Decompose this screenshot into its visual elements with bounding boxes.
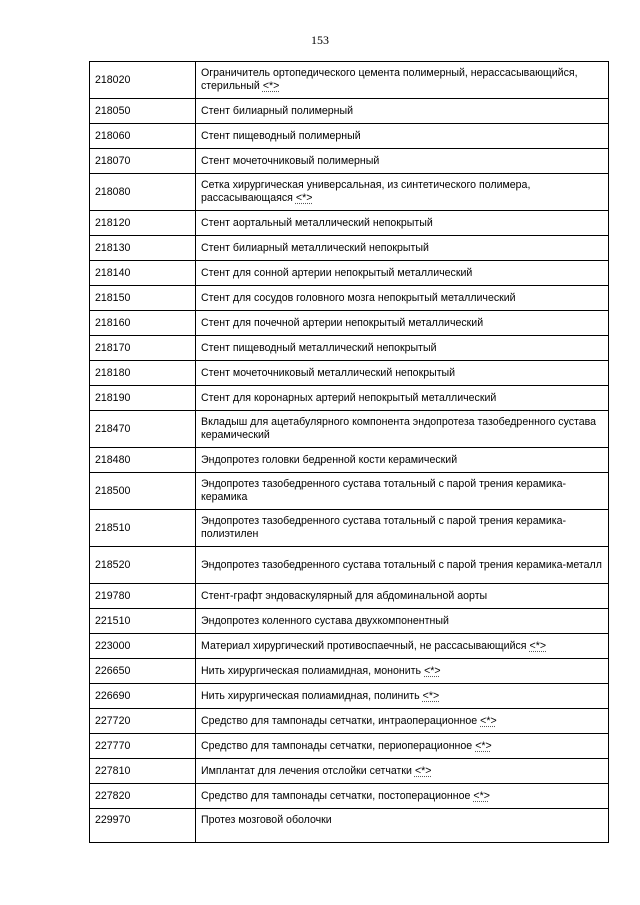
- device-name: Стент для коронарных артерий непокрытый металлический: [201, 391, 497, 404]
- code-cell: 218060: [90, 124, 196, 149]
- device-name: Эндопротез коленного сустава двухкомпонентный: [201, 614, 449, 627]
- device-name: Стент пищеводный полимерный: [201, 129, 361, 142]
- table-row: [90, 336, 609, 361]
- device-name: Стент для сонной артерии непокрытый металлический: [201, 266, 473, 279]
- footnote-link[interactable]: <*>: [422, 689, 440, 702]
- table-row: [90, 174, 609, 211]
- table-row: [90, 311, 609, 336]
- table-row: [90, 261, 609, 286]
- name-cell: [196, 473, 609, 510]
- name-cell: [196, 634, 609, 659]
- device-name: Стент мочеточниковый полимерный: [201, 154, 380, 167]
- table-row: [90, 609, 609, 634]
- name-cell: [196, 448, 609, 473]
- name-cell: [196, 510, 609, 547]
- name-cell: [196, 286, 609, 311]
- device-name: Нить хирургическая полиамидная, полинить: [201, 689, 420, 702]
- table-row: [90, 759, 609, 784]
- device-name: Имплантат для лечения отслойки сетчатки: [201, 764, 412, 777]
- device-name: Вкладыш для ацетабулярного компонента эндопротеза тазобедренного сустава керамический: [201, 416, 597, 441]
- footnote-link[interactable]: <*>: [473, 789, 490, 802]
- table-row: [90, 784, 609, 809]
- device-code-table: [89, 61, 609, 843]
- device-name: Стент аортальный металлический непокрытый: [201, 216, 433, 229]
- name-cell: [196, 547, 609, 584]
- device-name: Эндопротез тазобедренного сустава тотальный с парой трения керамика-керамика: [201, 478, 567, 503]
- footnote-link[interactable]: <*>: [475, 739, 492, 752]
- name-cell: [196, 236, 609, 261]
- code-cell: 227720: [90, 709, 196, 734]
- code-cell: 218140: [90, 261, 196, 286]
- name-cell: [196, 99, 609, 124]
- name-cell: [196, 609, 609, 634]
- table-row: [90, 411, 609, 448]
- table-row: [90, 473, 609, 510]
- table-row: [90, 211, 609, 236]
- code-cell: 218080: [90, 174, 196, 211]
- name-cell: [196, 361, 609, 386]
- device-name: Стент для почечной артерии непокрытый металлический: [201, 316, 484, 329]
- table-row: [90, 734, 609, 759]
- name-cell: [196, 809, 609, 843]
- name-cell: [196, 261, 609, 286]
- code-cell: 218480: [90, 448, 196, 473]
- table-row: [90, 809, 609, 843]
- device-name: Эндопротез головки бедренной кости керамический: [201, 453, 458, 466]
- table-row: [90, 634, 609, 659]
- table-row: [90, 99, 609, 124]
- table-row: [90, 236, 609, 261]
- device-name: Средство для тампонады сетчатки, интраоперационное: [201, 714, 478, 727]
- device-name: Протез мозговой оболочки: [201, 814, 332, 826]
- code-cell: 221510: [90, 609, 196, 634]
- table-row: [90, 547, 609, 584]
- device-name: Средство для тампонады сетчатки, периоперационное: [201, 739, 473, 752]
- table-row: [90, 361, 609, 386]
- name-cell: [196, 149, 609, 174]
- name-cell: [196, 411, 609, 448]
- name-cell: [196, 386, 609, 411]
- code-cell: 218160: [90, 311, 196, 336]
- code-cell: 218130: [90, 236, 196, 261]
- device-name: Стент мочеточниковый металлический непокрытый: [201, 366, 456, 379]
- name-cell: [196, 709, 609, 734]
- code-cell: 227820: [90, 784, 196, 809]
- device-name: Стент-графт эндоваскулярный для абдоминальной аорты: [201, 589, 488, 602]
- page-number: 153: [311, 33, 329, 47]
- code-cell: 229970: [90, 809, 196, 843]
- code-cell: 219780: [90, 584, 196, 609]
- device-name: Сетка хирургическая универсальная, из синтетического полимера, рассасывающаяся: [201, 179, 531, 204]
- name-cell: [196, 311, 609, 336]
- code-cell: 223000: [90, 634, 196, 659]
- name-cell: [196, 62, 609, 99]
- name-cell: [196, 584, 609, 609]
- code-cell: 218020: [90, 62, 196, 99]
- code-cell: 218510: [90, 510, 196, 547]
- name-cell: [196, 174, 609, 211]
- device-name: Стент для сосудов головного мозга непокрытый металлический: [201, 291, 516, 304]
- name-cell: [196, 659, 609, 684]
- device-name: Стент пищеводный металлический непокрытый: [201, 341, 437, 354]
- table-row: [90, 62, 609, 99]
- code-cell: 218190: [90, 386, 196, 411]
- footnote-link[interactable]: <*>: [295, 192, 313, 204]
- table-row: [90, 448, 609, 473]
- code-cell: 218070: [90, 149, 196, 174]
- name-cell: [196, 336, 609, 361]
- footnote-link[interactable]: <*>: [262, 80, 280, 92]
- footnote-link[interactable]: <*>: [480, 714, 497, 727]
- table-row: [90, 684, 609, 709]
- name-cell: [196, 211, 609, 236]
- code-cell: 218150: [90, 286, 196, 311]
- device-name: Нить хирургическая полиамидная, мононить: [201, 664, 422, 677]
- code-cell: 218050: [90, 99, 196, 124]
- device-name: Средство для тампонады сетчатки, постоперационное: [201, 789, 471, 802]
- device-name: Стент билиарный полимерный: [201, 104, 354, 117]
- table-row: [90, 510, 609, 547]
- footnote-link[interactable]: <*>: [424, 664, 441, 677]
- code-cell: 227810: [90, 759, 196, 784]
- code-cell: 218500: [90, 473, 196, 510]
- device-name: Эндопротез тазобедренного сустава тотальный с парой трения керамика-металл: [201, 558, 602, 571]
- table-row: [90, 386, 609, 411]
- table-row: [90, 659, 609, 684]
- footnote-link[interactable]: <*>: [529, 639, 547, 652]
- code-cell: 218520: [90, 547, 196, 584]
- name-cell: [196, 684, 609, 709]
- code-cell: 218180: [90, 361, 196, 386]
- name-cell: [196, 734, 609, 759]
- footnote-link[interactable]: <*>: [414, 764, 432, 777]
- name-cell: [196, 759, 609, 784]
- table-row: [90, 709, 609, 734]
- table-row: [90, 584, 609, 609]
- table-row: [90, 286, 609, 311]
- device-name: Ограничитель ортопедического цемента полимерный, нерассасывающийся, стерильный: [201, 67, 578, 92]
- name-cell: [196, 784, 609, 809]
- table-row: [90, 149, 609, 174]
- device-name: Эндопротез тазобедренного сустава тотальный с парой трения керамика-полиэтилен: [201, 515, 567, 540]
- code-cell: 218120: [90, 211, 196, 236]
- device-name: Материал хирургический противоспаечный, не рассасывающийся: [201, 639, 527, 652]
- name-cell: [196, 124, 609, 149]
- code-cell: 218170: [90, 336, 196, 361]
- device-name: Стент билиарный металлический непокрытый: [201, 241, 429, 254]
- code-cell: 226650: [90, 659, 196, 684]
- code-cell: 226690: [90, 684, 196, 709]
- code-cell: 218470: [90, 411, 196, 448]
- table-row: [90, 124, 609, 149]
- code-cell: 227770: [90, 734, 196, 759]
